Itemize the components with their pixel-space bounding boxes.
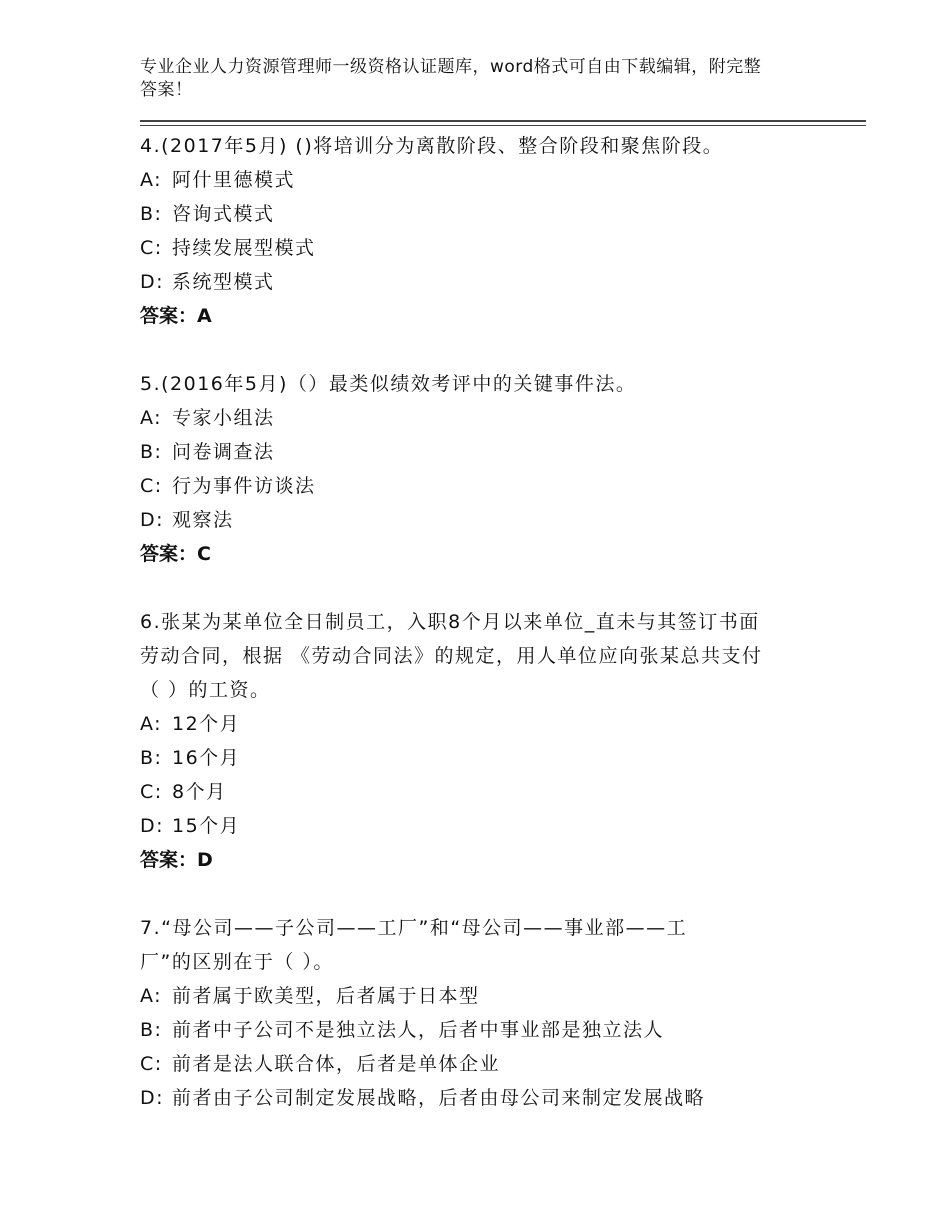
question-stem: 6.张某为某单位全日制员工，入职8个月以来单位_直未与其签订书面	[140, 611, 760, 633]
option-key: D:	[140, 271, 165, 293]
option-text: 咨询式模式	[172, 203, 275, 225]
option-text: 12个月	[172, 713, 241, 735]
option-key: B:	[140, 441, 163, 463]
question-stem: 5.(2016年5月)（）最类似绩效考评中的关键事件法。	[140, 373, 637, 395]
option-c	[140, 1047, 840, 1081]
option-key: C:	[140, 475, 163, 497]
question-stem: （ ）的工资。	[140, 679, 271, 701]
option-c	[140, 231, 840, 265]
header-divider-thin	[140, 125, 866, 126]
question-4	[140, 129, 840, 333]
option-key: A:	[140, 407, 163, 429]
question-6	[140, 605, 840, 877]
option-text: 问卷调查法	[172, 441, 275, 463]
option-key: A:	[140, 169, 163, 191]
option-text: 观察法	[172, 509, 234, 531]
option-d	[140, 1081, 840, 1115]
header-line: 专业企业人力资源管理师一级资格认证题库，word格式可自由下载编辑，附完整	[140, 57, 762, 77]
option-key: C:	[140, 1053, 163, 1075]
option-key: B:	[140, 1019, 163, 1041]
option-b	[140, 741, 840, 775]
question-stem: 4.(2017年5月) ()将培训分为离散阶段、整合阶段和聚焦阶段。	[140, 135, 724, 157]
option-text: 前者属于欧美型，后者属于日本型	[172, 985, 480, 1007]
option-text: 前者是法人联合体，后者是单体企业	[172, 1053, 501, 1075]
option-text: 行为事件访谈法	[172, 475, 316, 497]
option-key: C:	[140, 781, 163, 803]
option-b	[140, 197, 840, 231]
option-key: B:	[140, 747, 163, 769]
answer-line: 答案：C	[140, 543, 211, 565]
option-key: C:	[140, 237, 163, 259]
option-text: 前者由子公司制定发展战略，后者由母公司来制定发展战略	[172, 1087, 706, 1109]
answer-line: 答案：A	[140, 305, 212, 327]
option-text: 8个月	[172, 781, 227, 803]
option-d	[140, 503, 840, 537]
option-d	[140, 809, 840, 843]
option-c	[140, 469, 840, 503]
option-d	[140, 265, 840, 299]
question-7	[140, 911, 840, 1115]
option-text: 前者中子公司不是独立法人，后者中事业部是独立法人	[172, 1019, 665, 1041]
option-text: 持续发展型模式	[172, 237, 316, 259]
option-a	[140, 979, 840, 1013]
option-a	[140, 707, 840, 741]
question-stem: 劳动合同，根据 《劳动合同法》的规定，用人单位应向张某总共支付	[140, 645, 763, 667]
option-a	[140, 401, 840, 435]
option-key: D:	[140, 1087, 165, 1109]
option-a	[140, 163, 840, 197]
option-b	[140, 435, 840, 469]
question-stem: 厂”的区别在于（ ）。	[140, 951, 334, 973]
question-stem: 7.“母公司——子公司——工厂”和“母公司——事业部——工	[140, 917, 688, 939]
option-key: A:	[140, 985, 163, 1007]
option-key: D:	[140, 815, 165, 837]
option-c	[140, 775, 840, 809]
question-5	[140, 367, 840, 571]
option-text: 专家小组法	[172, 407, 275, 429]
option-key: A:	[140, 713, 163, 735]
option-text: 16个月	[172, 747, 241, 769]
header-divider	[140, 120, 866, 122]
option-text: 阿什里德模式	[172, 169, 296, 191]
option-key: B:	[140, 203, 163, 225]
option-b	[140, 1013, 840, 1047]
option-key: D:	[140, 509, 165, 531]
header-line: 答案！	[140, 80, 193, 100]
option-text: 15个月	[172, 815, 241, 837]
answer-line: 答案：D	[140, 849, 213, 871]
document-header	[140, 56, 830, 102]
question-list	[140, 129, 840, 1149]
option-text: 系统型模式	[172, 271, 275, 293]
